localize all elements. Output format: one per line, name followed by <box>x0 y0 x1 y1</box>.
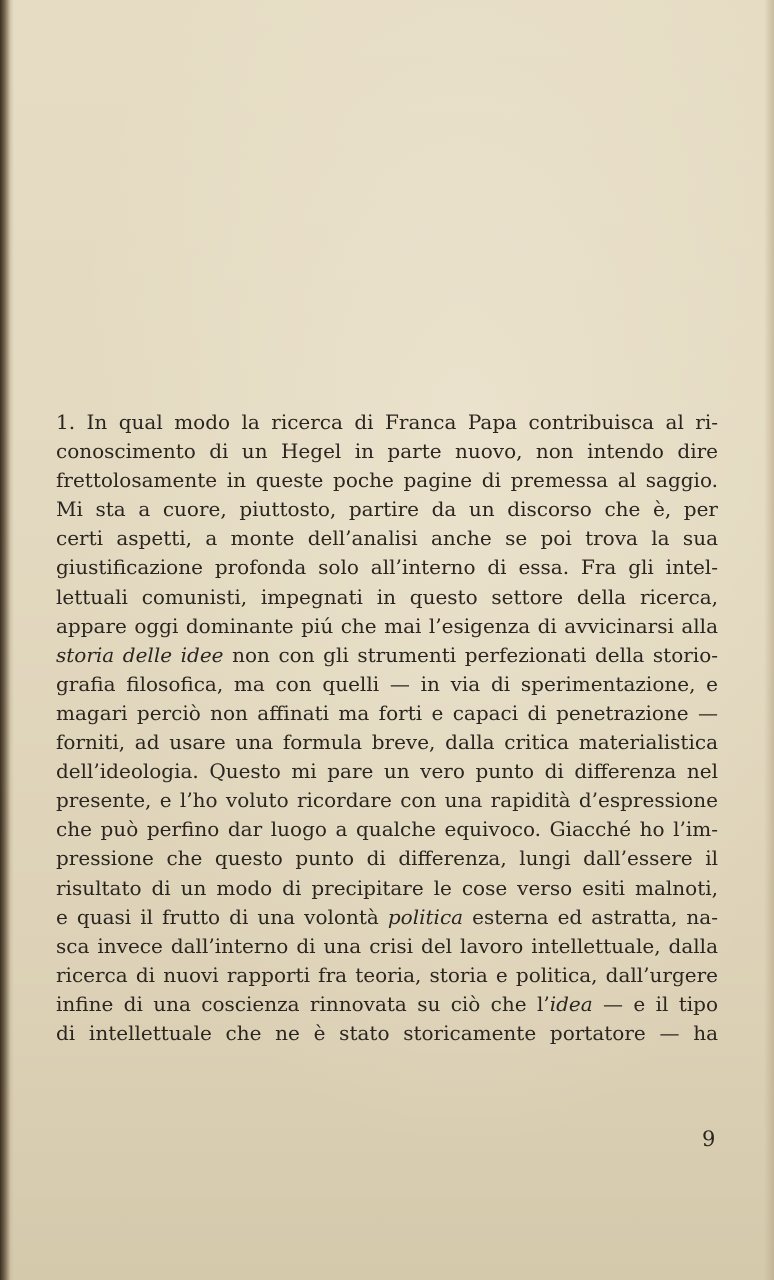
text-line: Mi sta a cuore, piuttosto, partire da un discorso che è, per <box>56 497 718 522</box>
text-line <box>56 641 718 670</box>
text-line: frettolosamente in queste poche pagine di premessa al saggio. <box>56 468 718 493</box>
text-line: risultato di un modo di precipitare le cose verso esiti malnoti, <box>56 875 718 900</box>
page-number: 9 <box>702 1127 716 1151</box>
text-fragment: infine di una coscienza rinnovata su ciò che l’ <box>56 991 550 1016</box>
text-fragment: non con gli strumenti perfezionati della storio- <box>223 642 719 667</box>
body-text <box>56 408 718 1048</box>
text-fragment: e quasi il frutto di una volontà <box>56 904 388 929</box>
italic-phrase: politica <box>387 904 464 929</box>
text-line: 1. In qual modo la ricerca di Franca Papa contribuisca al ri- <box>56 410 718 434</box>
text-line: conoscimento di un Hegel in parte nuovo, non intendo dire <box>56 439 718 464</box>
text-line: magari perciò non affinati ma forti e capaci di penetrazione — <box>56 700 718 725</box>
text-fragment: — e il tipo <box>592 991 718 1016</box>
text-line: dell’ideologia. Questo mi pare un vero punto di differenza nel <box>56 759 718 784</box>
text-fragment: esterna ed astratta, na- <box>463 904 718 929</box>
text-line: giustificazione profonda solo all’interno di essa. Fra gli intel- <box>56 555 718 580</box>
spine-shadow <box>0 0 14 1280</box>
text-line: forniti, ad usare una formula breve, dalla critica materialistica <box>56 730 718 755</box>
page-edge <box>764 0 774 1280</box>
text-line: di intellettuale che ne è stato storicamente portatore — ha <box>56 1020 718 1045</box>
text-line: ricerca di nuovi rapporti fra teoria, storia e politica, dall’urgere <box>56 962 718 987</box>
text-line: lettuali comunisti, impegnati in questo settore della ricerca, <box>56 584 718 609</box>
text-line: certi aspetti, a monte dell’analisi anche se poi trova la sua <box>56 526 718 551</box>
text-line: pressione che questo punto di differenza, lungi dall’essere il <box>56 846 718 871</box>
italic-phrase: idea <box>549 991 593 1016</box>
text-line: appare oggi dominante piú che mai l’esigenza di avvicinarsi alla <box>56 613 718 638</box>
italic-phrase: storia delle idee <box>56 642 224 667</box>
text-line: che può perfino dar luogo a qualche equivoco. Giacché ho l’im- <box>56 817 718 842</box>
text-line <box>56 903 718 932</box>
text-line: grafia filosofica, ma con quelli — in via di sperimentazione, e <box>56 671 718 696</box>
text-line: presente, e l’ho voluto ricordare con una rapidità d’espressione <box>56 788 718 813</box>
text-line: sca invece dall’interno di una crisi del lavoro intellettuale, dalla <box>56 933 718 958</box>
text-line <box>56 990 718 1019</box>
